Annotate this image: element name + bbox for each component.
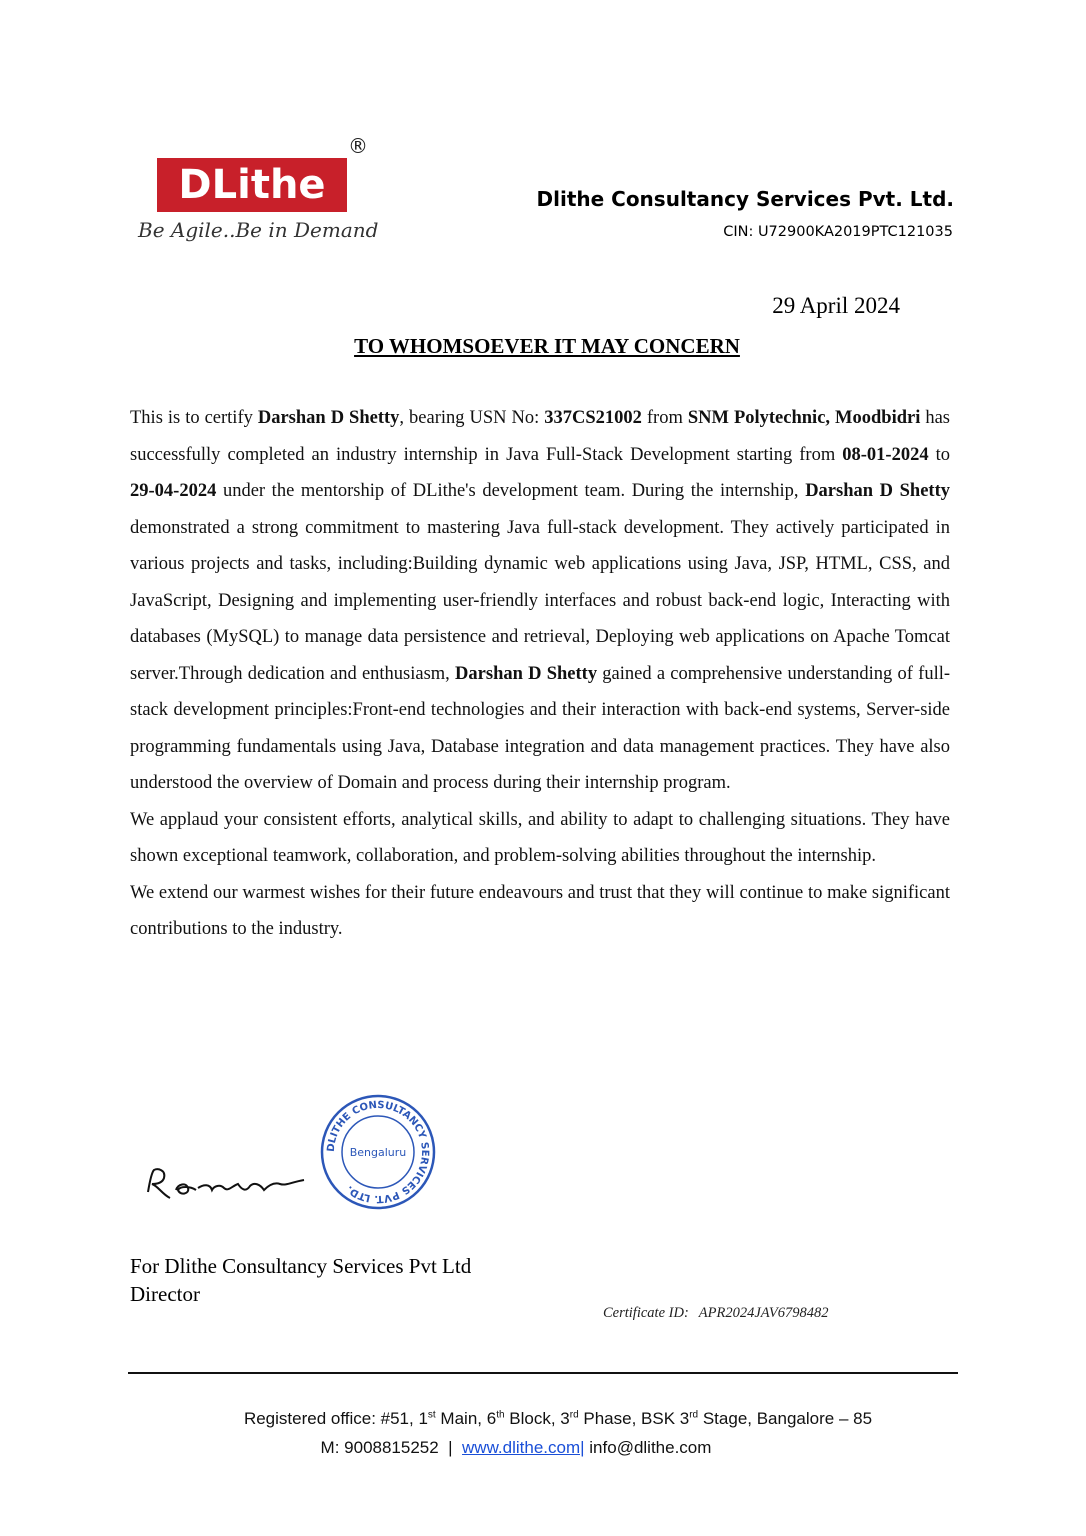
body-text: demonstrated a strong commitment to mastering Java full-stack development. They actively participated in various projects and tasks, including:Building dynamic web applications using Java, JSP, HTML, CSS, and JavaScript, Designing and implementing user-friendly interfaces and robust back-end logic, Interacting with databases (MySQL) to manage data persistence and retrieval, Deploying web applications on Apache Tomcat server.Through dedication and enthusiasm, [130,517,950,684]
institution-name: SNM Polytechnic, Moodbidri [687,408,921,428]
address-text: Registered office: #51, 1 [243,1409,428,1428]
end-date: 29-04-2024 [130,481,217,501]
registered-mark: ® [348,134,368,158]
logo-tagline: Be Agile..Be in Demand [138,218,379,242]
body-text: This is to certify [130,408,258,428]
registered-office-address [0,1409,1086,1429]
body-text: gained a comprehensive understanding of full-stack development principles:Front-end technologies and their interaction with back-end systems, Server-side programming fundamentals using Java, Database integration and data management practices. They have also understood the overview of Domain and process during their internship program. [130,663,951,793]
dlithe-logo [136,132,379,252]
usn-number: 337CS21002 [544,408,642,428]
letter-date: 29 April 2024 [772,293,900,318]
body-paragraph-2: We applaud your consistent efforts, analytical skills, and ability to adapt to challenging situations. They have shown exceptional teamwork, collaboration, and problem-solving abilities throughout the internship. [130,809,950,866]
logo-brand-text: DLithe [178,162,326,208]
website-link[interactable]: www.dlithe.com| [462,1438,585,1457]
seal-ring-text: DLITHE CONSULTANCY SERVICES PVT. LTD. [325,1099,431,1205]
separator: | [448,1438,453,1457]
signatory-title: Director [130,1282,200,1306]
phone-number: M: 9008815252 [320,1438,439,1457]
company-cin: CIN: U72900KA2019PTC121035 [723,224,953,240]
company-seal [318,1092,438,1212]
start-date: 08-01-2024 [842,444,929,465]
ordinal-suffix: st [427,1409,436,1421]
intern-name: Darshan D Shetty [455,663,598,684]
certificate-id [603,1305,829,1322]
seal-center-text: Bengaluru [349,1146,407,1159]
body-paragraph-3: We extend our warmest wishes for their future endeavours and trust that they will continue to make significant contributions to the industry. [130,882,950,939]
letter-body [130,400,950,948]
signatory-company: For Dlithe Consultancy Services Pvt Ltd [130,1254,472,1278]
body-text: under the mentorship of DLithe's development team. During the internship, [216,481,806,501]
body-text: to [928,444,951,465]
address-text: Main, 6 [435,1409,497,1428]
footer-divider [128,1372,958,1374]
ordinal-suffix: rd [569,1409,579,1421]
certificate-id-label: Certificate ID: [603,1305,689,1321]
company-name: Dlithe Consultancy Services Pvt. Ltd. [536,187,954,211]
body-text: , bearing USN No: [399,408,545,428]
email-address: info@dlithe.com [589,1438,712,1457]
address-text: Phase, BSK 3 [578,1409,690,1428]
contact-line [0,1438,1032,1458]
ordinal-suffix: th [496,1409,505,1421]
body-text: from [641,408,688,428]
intern-name: Darshan D Shetty [257,408,400,428]
signatory-block [130,1252,471,1308]
certificate-id-value: APR2024JAV6798482 [698,1305,829,1321]
address-text: Block, 3 [504,1409,570,1428]
ordinal-suffix: rd [689,1409,699,1421]
intern-name: Darshan D Shetty [805,481,950,501]
body-paragraph-1 [130,400,950,802]
director-signature [140,1150,320,1210]
logo-red-box [157,158,347,212]
letter-heading: TO WHOMSOEVER IT MAY CONCERN [354,334,740,358]
address-text: Stage, Bangalore – 85 [698,1409,873,1428]
body-text: has successfully completed an industry internship in Java Full-Stack Development starting from [130,408,951,465]
